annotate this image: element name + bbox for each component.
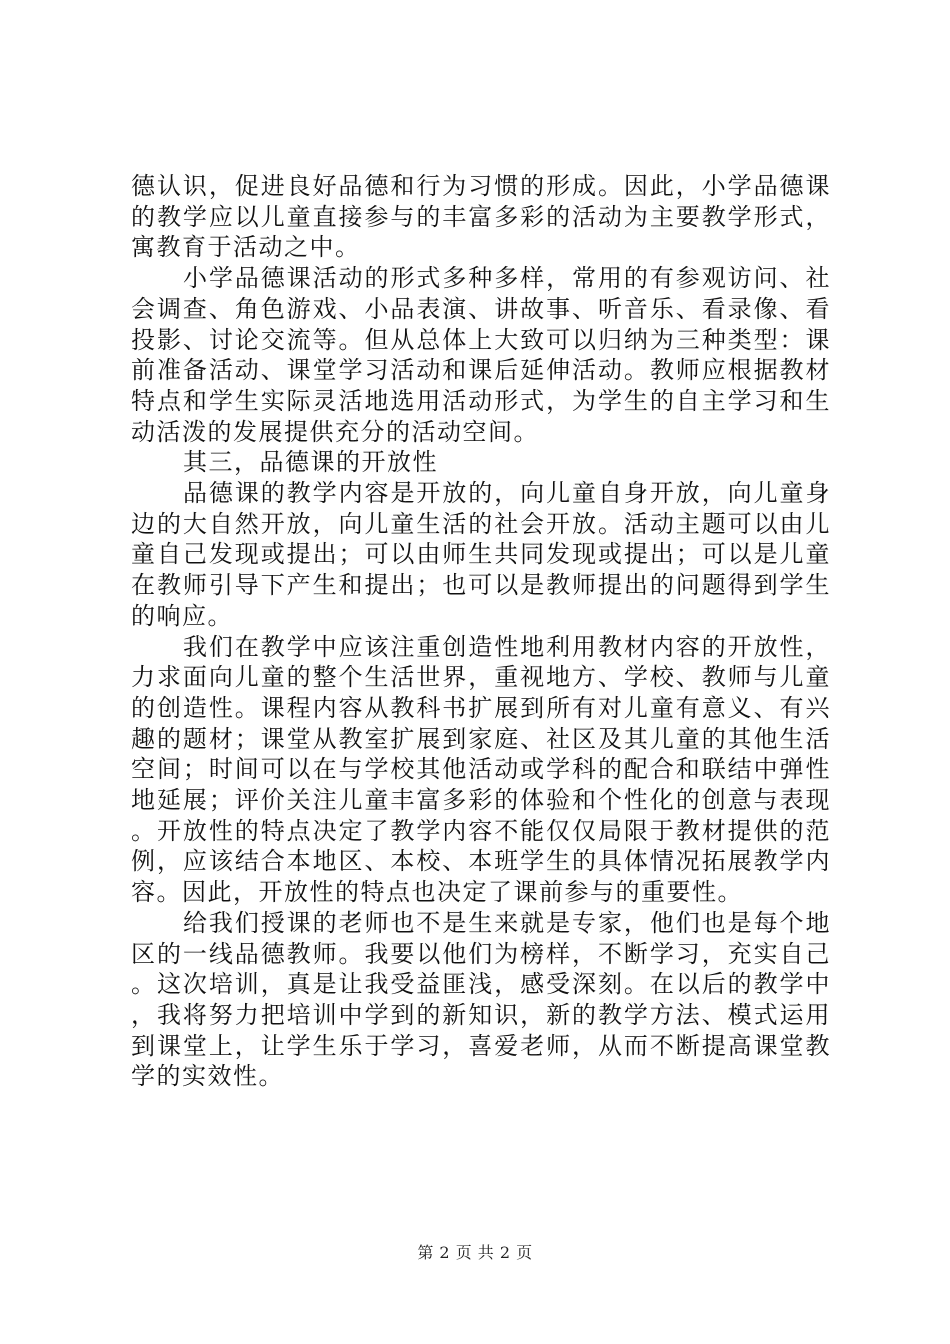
paragraph-conclusion: 给我们授课的老师也不是生来就是专家，他们也是每个地区的一线品德教师。我要以他们为榜样，不断学习，充实自己。这次培训，真是让我受益匪浅，感受深刻。在以后的教学中，我将努力把培训中学到的新知识，新的教学方法、模式运用到课堂上，让学生乐于学习，喜爱老师，从而不断提高课堂教学的实效性。 bbox=[131, 908, 831, 1091]
page-number-footer: 第 2 页 共 2 页 bbox=[417, 1243, 533, 1262]
paragraph-continuation: 德认识，促进良好品德和行为习惯的形成。因此，小学品德课的教学应以儿童直接参与的丰富多彩的活动为主要教学形式，寓教育于活动之中。 bbox=[131, 172, 831, 262]
paragraph-activity-forms: 小学品德课活动的形式多种多样，常用的有参观访问、社会调查、角色游戏、小品表演、讲故事、听音乐、看录像、看投影、讨论交流等。但从总体上大致可以归纳为三种类型：课前准备活动、课堂学习活动和课后延伸活动。教师应根据教材特点和学生实际灵活地选用活动形式，为学生的自主学习和生动活泼的发展提供充分的活动空间。 bbox=[131, 264, 831, 446]
paragraph-open-content: 品德课的教学内容是开放的，向儿童自身开放，向儿童身边的大自然开放，向儿童生活的社会开放。活动主题可以由儿童自己发现或提出；可以由师生共同发现或提出；可以是儿童在教师引导下产生和提出；也可以是教师提出的问题得到学生的响应。 bbox=[131, 479, 831, 630]
paragraph-creative-use: 我们在教学中应该注重创造性地利用教材内容的开放性，力求面向儿童的整个生活世界，重视地方、学校、教师与儿童的创造性。课程内容从教科书扩展到所有对儿童有意义、有兴趣的题材；课堂从教室扩展到家庭、社区及其儿童的其他生活空间；时间可以在与学校其他活动或学科的配合和联结中弹性地延展；评价关注儿童丰富多彩的体验和个性化的创意与表现。开放性的特点决定了教学内容不能仅仅局限于教材提供的范例，应该结合本地区、本校、本班学生的具体情况拓展教学内容。因此，开放性的特点也决定了课前参与的重要性。 bbox=[131, 632, 831, 907]
section-heading-openness: 其三，品德课的开放性 bbox=[183, 448, 438, 477]
document-body bbox=[131, 171, 831, 1092]
